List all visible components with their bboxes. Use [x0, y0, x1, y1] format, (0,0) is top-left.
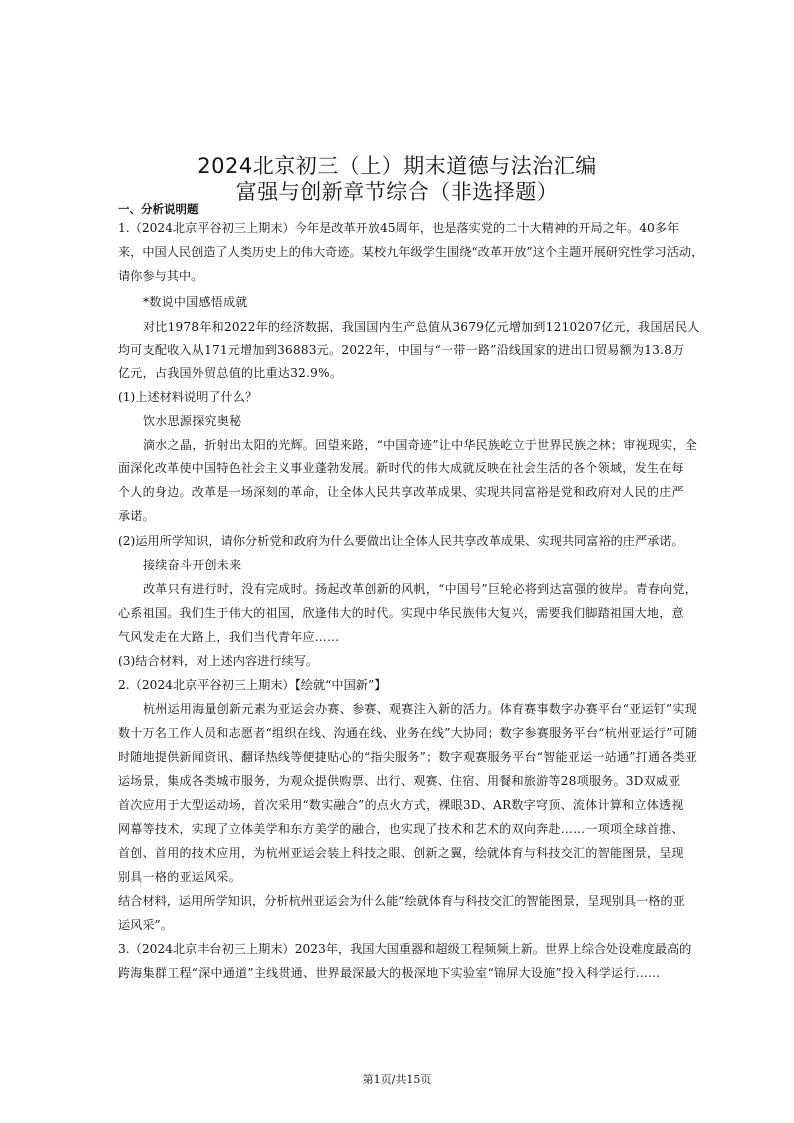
- text-line: 气风发走在大路上，我们当代青年应……: [118, 630, 340, 644]
- text-line: 别具一格的亚运风采。: [118, 870, 242, 884]
- text-line: 面深化改革使中国特色社会主义事业蓬勃发展。新时代的伟大成就反映在社会生活的各个领域，发生在每: [118, 461, 684, 475]
- text-line: 来，中国人民创造了人类历史上的伟大奇迹。某校九年级学生围绕“改革开放”这个主题开展研究性学习活动，: [118, 245, 704, 259]
- text-line: (3)结合材料，对上述内容进行续写。: [118, 654, 319, 668]
- section-heading: 一、分析说明题: [118, 202, 199, 216]
- text-line: 改革只有进行时，没有完成时。扬起改革创新的风帆，“中国号”巨轮必将到达富强的彼岸。青春向党，: [143, 582, 698, 596]
- text-line: 数十万名工作人员和志愿者“组织在线、沟通在线、业务在线”大协同；数字参赛服务平台“杭州亚运行”可随: [118, 726, 698, 740]
- text-line: 2.（2024北京平谷初三上期末）【绘就“中国新”】: [118, 678, 387, 692]
- text-line: 1.（2024北京平谷初三上期末）今年是改革开放45周年，也是落实党的二十大精神的开局之年。40多年: [118, 221, 680, 235]
- text-line: 心系祖国。我们生于伟大的祖国，欣逢伟大的时代。实现中华民族伟大复兴，需要我们脚踏祖国大地，意: [118, 606, 684, 620]
- text-line: 饮水思源探究奥秘: [143, 414, 242, 428]
- text-line: 结合材料，运用所学知识，分析杭州亚运会为什么能“绘就体育与科技交汇的智能图景，呈现别具一格的亚: [118, 894, 685, 908]
- document-title: 2024北京初三（上）期末道德与法治汇编: [197, 154, 597, 178]
- text-line: 个人的身边。改革是一场深刻的革命，让全体人民共享改革成果、实现共同富裕是党和政府对人民的庄严: [118, 485, 684, 499]
- text-line: (1)上述材料说明了什么？: [118, 390, 258, 404]
- text-line: 3.（2024北京丰台初三上期末）2023年，我国大国重器和超级工程频频上新。世界上综合处设难度最高的: [118, 942, 692, 956]
- document-subtitle: 富强与创新章节综合（非选择题）: [235, 180, 559, 204]
- text-line: 首创、首用的技术应用，为杭州亚运会装上科技之眼、创新之翼，绘就体育与科技交汇的智能图景，呈现: [118, 846, 684, 860]
- text-line: 运风采”。: [118, 918, 173, 932]
- text-line: 运场景，集成各类城市服务，为观众提供购票、出行、观赛、住宿、用餐和旅游等28项服务。3D双威亚: [118, 774, 681, 788]
- text-line: 对比1978年和2022年的经济数据，我国国内生产总值从3679亿元增加到1210207亿元，我国居民人: [143, 320, 700, 334]
- text-line: 杭州运用海量创新元素为亚运会办赛、参赛、观赛注入新的活力。体育赛事数字办赛平台“亚运钉”实现: [143, 702, 698, 716]
- text-line: 接续奋斗开创未来: [143, 558, 242, 572]
- page-number: 第1页/共15页: [362, 1073, 432, 1086]
- text-line: *数说中国感悟成就: [143, 295, 248, 309]
- text-line: 滴水之晶，折射出太阳的光辉。回望来路，“中国奇迹”让中华民族屹立于世界民族之林；审视现实，全: [143, 438, 698, 452]
- text-line: 承诺。: [118, 509, 155, 523]
- text-line: (2)运用所学知识，请你分析党和政府为什么要做出让全体人民共享改革成果、实现共同富裕的庄严承诺。: [118, 534, 684, 548]
- text-line: 网幕等技术，实现了立体美学和东方美学的融合，也实现了技术和艺术的双向奔赴……一项项全球首推、: [118, 822, 684, 836]
- text-line: 请你参与其中。: [118, 269, 204, 283]
- text-line: 时随地提供新闻资讯、翻译热线等便捷贴心的“指尖服务”；数字观赛服务平台“智能亚运一站通”打通各类亚: [118, 750, 698, 764]
- text-line: 亿元，占我国外贸总值的比重达32.9%。: [118, 366, 343, 380]
- text-line: 首次应用于大型运动场，首次采用“数实融合”的点火方式，裸眼3D、AR数字穹顶、流体计算和立体透视: [118, 798, 684, 812]
- text-line: 跨海集群工程“深中通道”主线贯通、世界最深最大的极深地下实验室“锦屏大设施”投入科学运行……: [118, 966, 661, 980]
- text-line: 均可支配收入从171元增加到36883元。2022年，中国与“一带一路”沿线国家的进出口贸易额为13.8万: [118, 343, 685, 357]
